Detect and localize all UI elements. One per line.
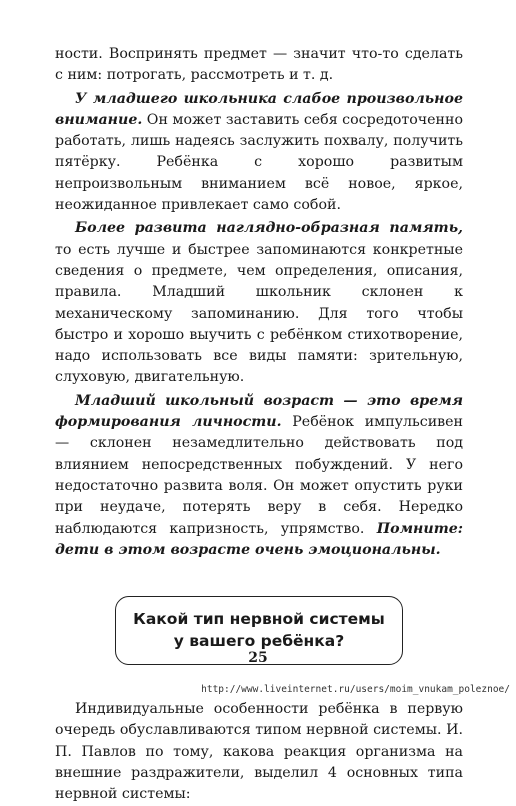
- paragraph-3: [55, 218, 463, 388]
- section-heading-line-1: Какой тип нервной системы: [133, 610, 385, 629]
- page-number: 25: [248, 650, 268, 666]
- paragraph-4-lead: Младший школьный возраст — это время формирования личности.: [55, 392, 463, 431]
- paragraph-3-text: то есть лучше и быстрее запоминаются конкретные сведения о предмете, чем определения, описания, правила. Младший школьник склонен к механическому запоминанию. Для того чтобы быстро и хорошо выучить с ребёнком стихотворение, надо использовать все виды памяти: зрительную, слуховую, двигательную.: [55, 241, 463, 386]
- paragraph-2: [55, 89, 463, 217]
- paragraph-3-lead: Более развита наглядно-образная память,: [75, 220, 463, 237]
- paragraph-4-text: Ребёнок импульсивен — склонен незамедлительно действовать под влиянием непосредственных побуждений. У него недостаточно развита воля. Он может опустить руки при неудаче, потерять веру в себя. Нередко наблюдаются капризность, упрямство.: [55, 414, 463, 537]
- paragraph-4-tail: Помните: дети в этом возрасте очень эмоциональны.: [55, 520, 463, 558]
- paragraph-2-text: Он может заставить себя сосредоточенно работать, лишь надеясь заслужить похвалу, получить пятёрку. Ребёнка с хорошо развитым непроизвольным вниманием всё новое, яркое, неожиданное привлекает само собой.: [55, 111, 463, 214]
- paragraph-5-text: Индивидуальные особенности ребёнка в первую очередь обуславливаются типом нервной системы. И. П. Павлов по тому, какова реакция организма на внешние раздражители, выделил 4 основных типа нервной системы:: [55, 701, 463, 803]
- paragraph-2-lead: У младшего школьника слабое произвольное внимание.: [55, 90, 463, 128]
- section-heading-line-2: у вашего ребёнка?: [173, 632, 345, 651]
- paragraph-4: [55, 391, 463, 561]
- footer-url: http://www.liveinternet.ru/users/moim_vnukam_poleznoe/: [201, 684, 510, 695]
- paragraph-1-text: ности. Воспринять предмет — значит что-то сделать с ним: потрогать, рассмотреть и т. д.: [55, 46, 463, 84]
- paragraph-5: [55, 699, 463, 805]
- paragraph-1: [55, 44, 463, 87]
